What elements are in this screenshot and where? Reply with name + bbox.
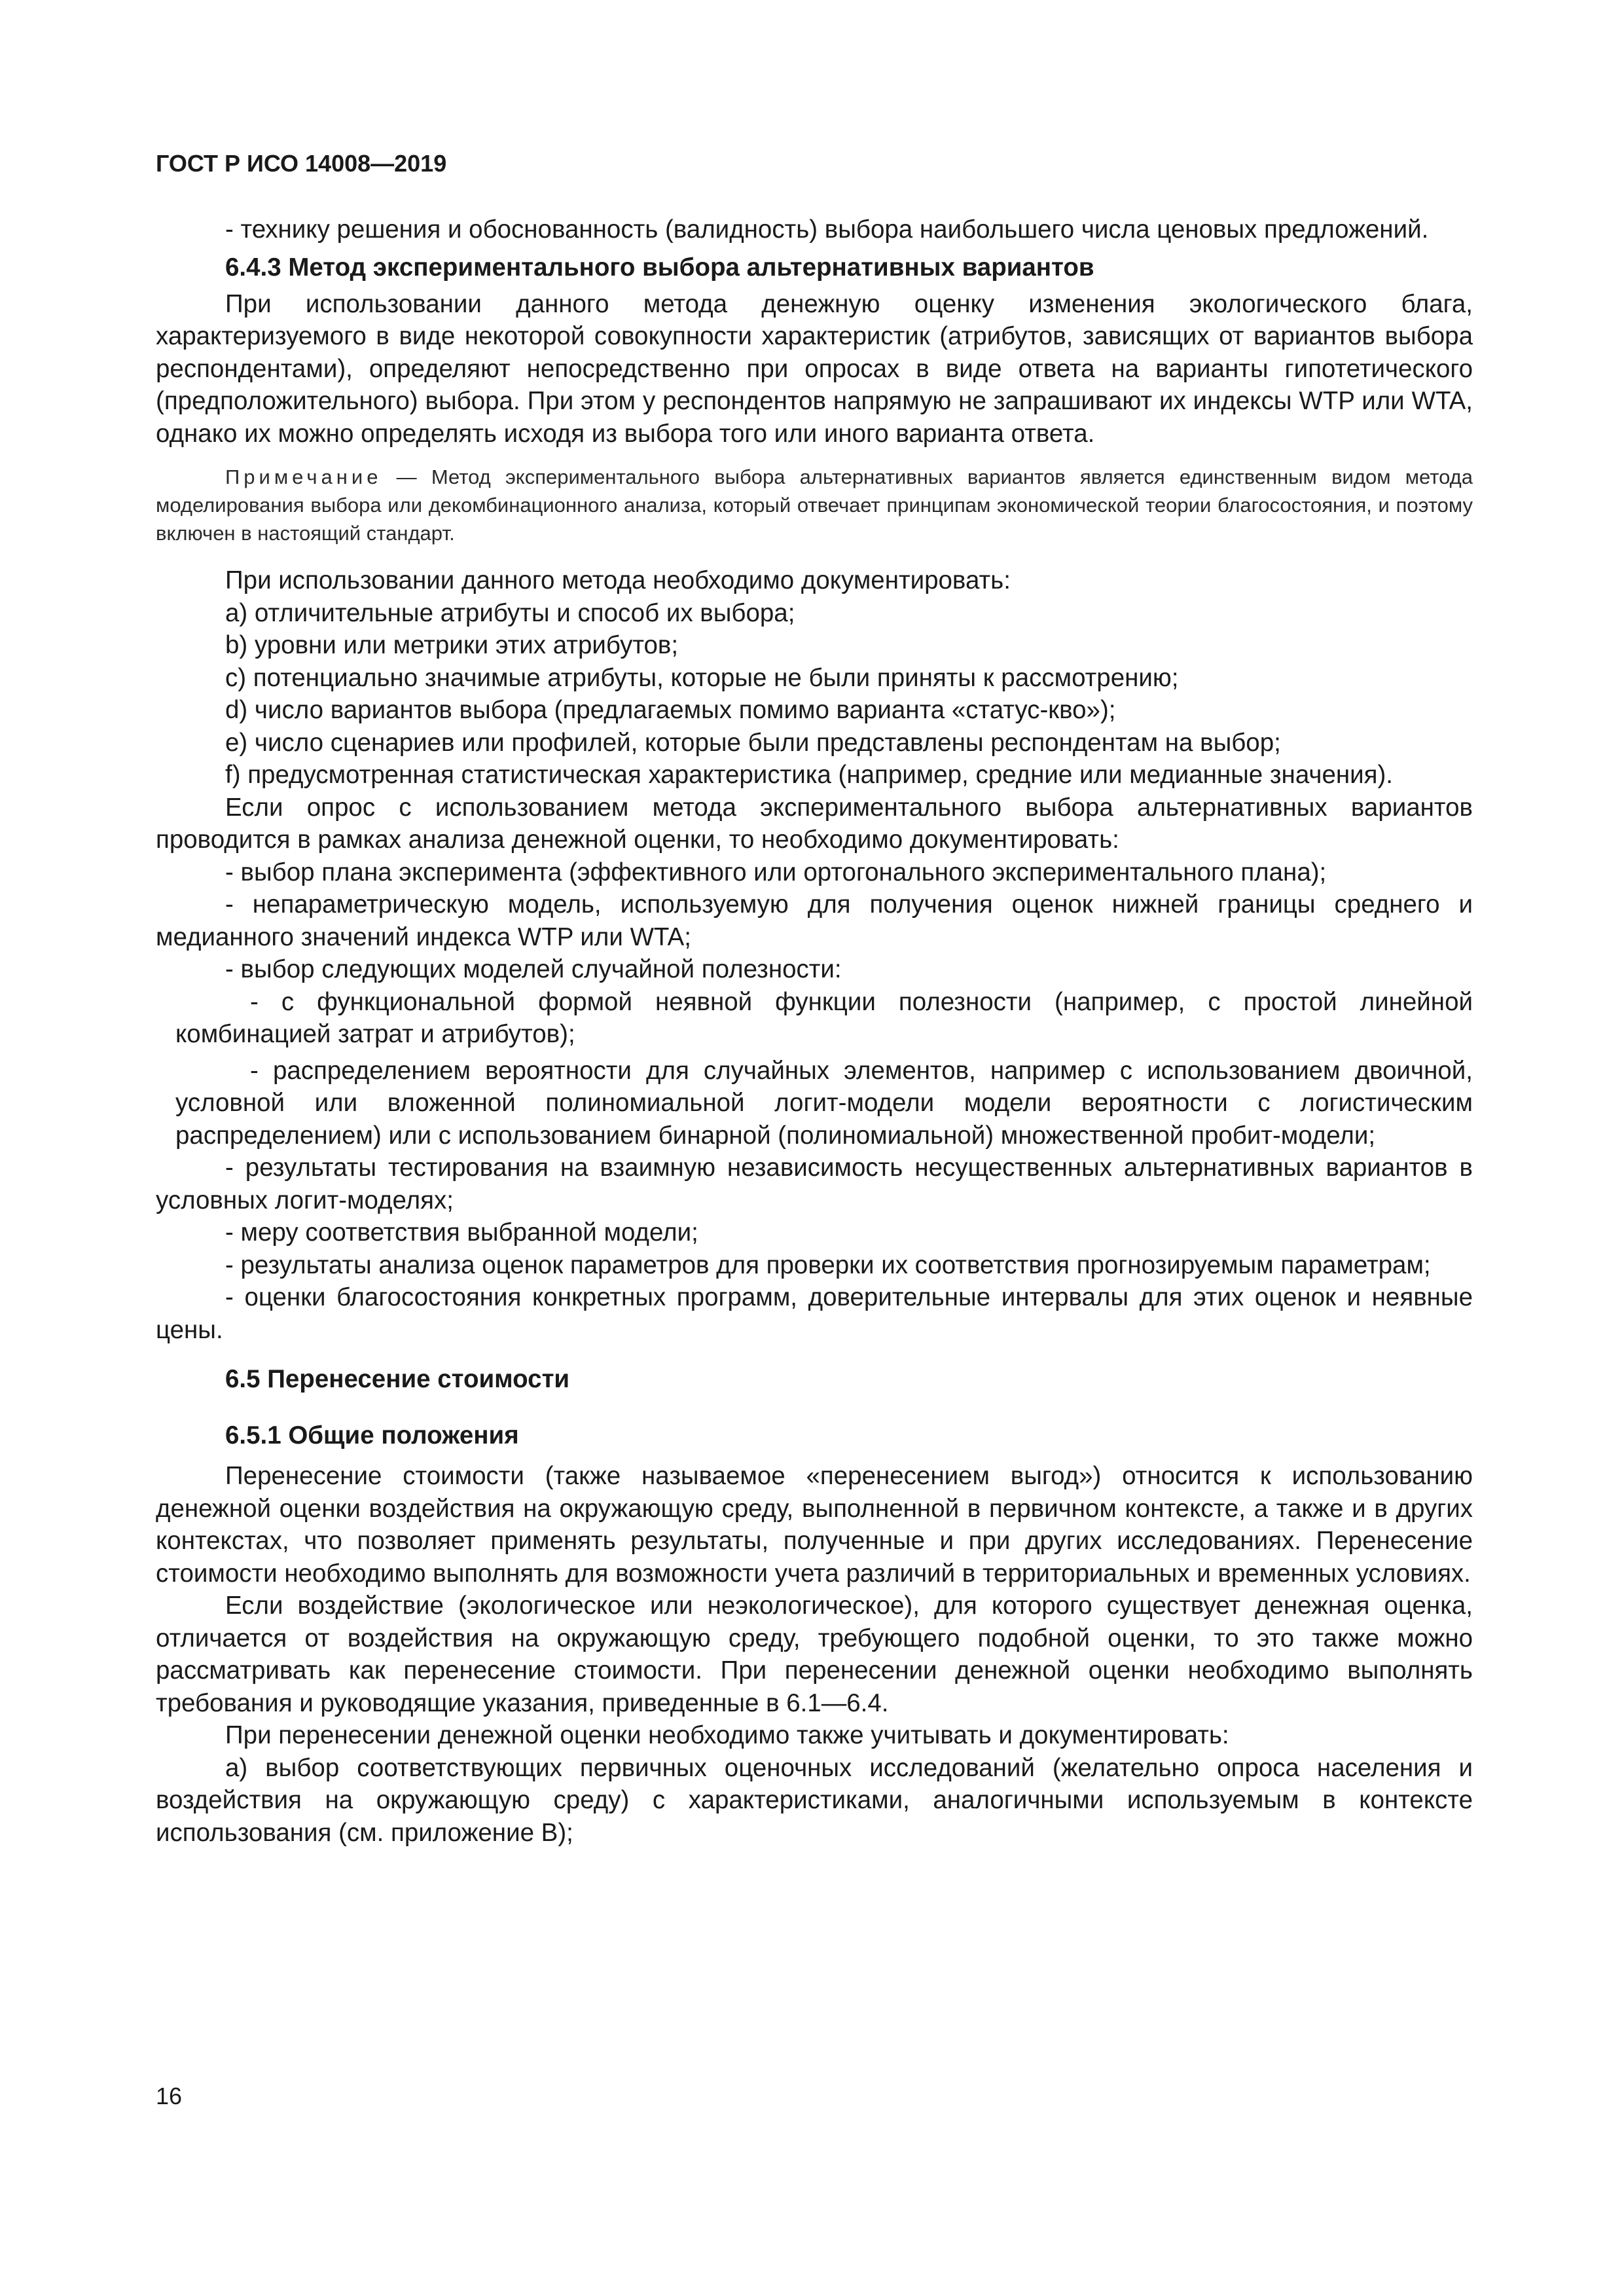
list-item: f) предусмотренная статистическая характеристика (например, средние или медианные значения). xyxy=(225,761,1393,789)
note-text: — Метод экспериментального выбора альтернативных вариантов является единственным видом метода моделирования выбора или декомбинационного анализа, который отвечает принципам экономической теории благосостояния, и поэтому включен в настоящий стандарт. xyxy=(156,465,1473,545)
list-item: a) отличительные атрибуты и способ их выбора; xyxy=(225,598,795,627)
paragraph: Если опрос с использованием метода экспериментального выбора альтернативных вариантов проводится в рамках анализа денежной оценки, то необходимо документировать: xyxy=(156,793,1473,854)
list-item: - результаты анализа оценок параметров для проверки их соответствия прогнозируемым параметрам; xyxy=(225,1250,1431,1279)
list-item: b) уровни или метрики этих атрибутов; xyxy=(225,631,679,659)
list-item: d) число вариантов выбора (предлагаемых помимо варианта «статус-кво»); xyxy=(225,696,1116,724)
paragraph: При использовании данного метода необходимо документировать: xyxy=(225,566,1011,594)
document-page xyxy=(156,149,1473,1849)
note-label: Примечание xyxy=(225,465,382,488)
paragraph: При использовании данного метода денежную оценку изменения экологического блага, характеризуемого в виде некоторой совокупности характеристик (атрибутов, зависящих от вариантов выбора респондентами), определяют непосредственно при опросах в виде ответа на варианты гипотетического (предположительного) выбора. При этом у респондентов напрямую не запрашивают их индексы WTP или WTA, однако их можно определять исходя из выбора того или иного варианта ответа. xyxy=(156,289,1473,448)
paragraph: - технику решения и обоснованность (валидность) выбора наибольшего числа ценовых предложений. xyxy=(225,215,1429,244)
paragraph: При перенесении денежной оценки необходимо также учитывать и документировать: xyxy=(225,1721,1229,1749)
list-item: - непараметрическую модель, используемую для получения оценок нижней границы среднего и медианного значений индекса WTP или WTA; xyxy=(156,890,1473,951)
page-number: 16 xyxy=(156,2083,183,2109)
list-item: - выбор плана эксперимента (эффективного или ортогонального экспериментального плана); xyxy=(225,858,1327,886)
section-heading-6-5-1: 6.5.1 Общие положения xyxy=(225,1421,519,1449)
sub-list-item: - с функциональной формой неявной функции полезности (например, с простой линейной комбинацией затрат и атрибутов); xyxy=(175,987,1473,1048)
list-item: - выбор следующих моделей случайной полезности: xyxy=(225,955,842,983)
paragraph: Если воздействие (экологическое или неэкологическое), для которого существует денежная оценка, отличается от воздействия на окружающую среду, требующего подобной оценки, то это также можно рассматривать как перенесение стоимости. При перенесении денежной оценки необходимо выполнять требования и руководящие указания, приведенные в 6.1—6.4. xyxy=(156,1592,1473,1717)
paragraph: a) выбор соответствующих первичных оценочных исследований (желательно опроса населения и воздействия на окружающую среду) с характеристиками, аналогичными используемым в контексте использования (см. приложение В); xyxy=(156,1753,1473,1847)
list-item: - результаты тестирования на взаимную независимость несущественных альтернативных вариантов в условных логит-моделях; xyxy=(156,1154,1473,1214)
document-header: ГОСТ Р ИСО 14008—2019 xyxy=(156,150,447,177)
sub-list-item: - распределением вероятности для случайных элементов, например с использованием двоичной, условной или вложенной полиномиальной логит-модели модели вероятности с логистическим распределением) или с использованием бинарной (полиномиальной) множественной пробит-модели; xyxy=(175,1056,1473,1150)
list-item: e) число сценариев или профилей, которые были представлены респондентам на выбор; xyxy=(225,728,1281,757)
list-item: - меру соответствия выбранной модели; xyxy=(225,1218,698,1247)
note-block xyxy=(156,463,1473,547)
list-item: c) потенциально значимые атрибуты, которые не были приняты к рассмотрению; xyxy=(225,663,1179,692)
paragraph: Перенесение стоимости (также называемое «перенесением выгод») относится к использованию денежной оценки воздействия на окружающую среду, выполненной в первичном контексте, а также и в других контекстах, что позволяет применять результаты, полученные и при других исследованиях. Перенесение стоимости необходимо выполнять для возможности учета различий в территориальных и временных условиях. xyxy=(156,1462,1473,1588)
section-heading-6-4-3: 6.4.3 Метод экспериментального выбора альтернативных вариантов xyxy=(225,253,1094,282)
section-heading-6-5: 6.5 Перенесение стоимости xyxy=(225,1365,570,1393)
list-item: - оценки благосостояния конкретных программ, доверительные интервалы для этих оценок и неявные цены. xyxy=(156,1283,1473,1344)
